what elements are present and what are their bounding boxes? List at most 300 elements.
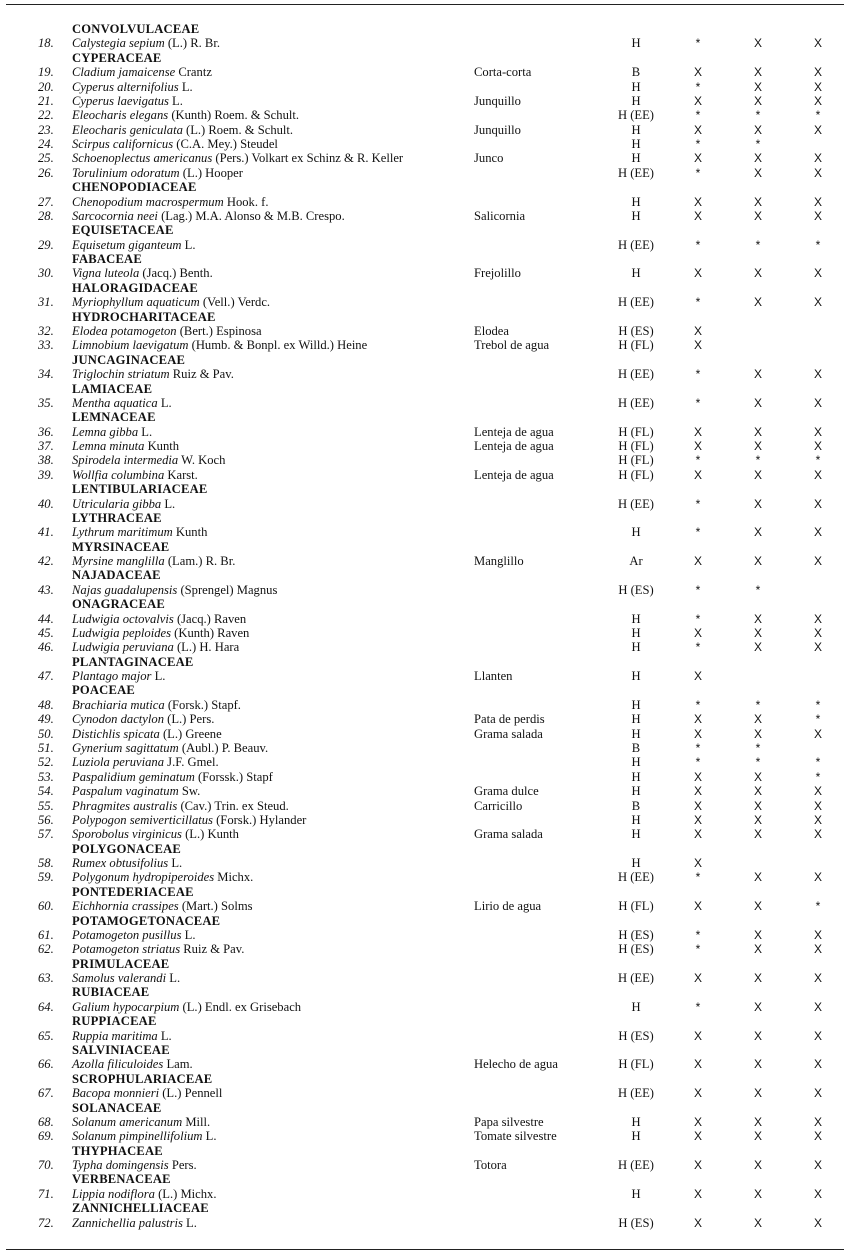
presence-mark: X	[693, 467, 703, 482]
presence-mark: X	[813, 1086, 823, 1101]
species-author: (L.) Pennell	[159, 1086, 223, 1101]
species-author: L.	[166, 971, 181, 986]
species-name	[72, 626, 249, 641]
presence-mark: X	[813, 122, 823, 137]
species-row	[0, 36, 850, 51]
species-row	[0, 669, 850, 684]
family-name: PLANTAGINACEAE	[72, 654, 194, 669]
species-binomial: Plantago major	[72, 669, 152, 684]
species-number: 34.	[38, 367, 54, 382]
presence-mark: *	[815, 697, 821, 712]
species-author: Kunth	[144, 439, 180, 454]
species-name	[72, 640, 239, 655]
species-number: 51.	[38, 741, 54, 755]
species-binomial: Luziola peruviana	[72, 755, 165, 770]
presence-mark: *	[695, 611, 701, 626]
presence-mark: X	[693, 784, 703, 799]
family-name: POACEAE	[72, 683, 135, 698]
presence-mark: X	[753, 769, 763, 784]
species-row	[0, 770, 850, 785]
species-number: 52.	[38, 755, 54, 770]
life-form: H	[631, 669, 641, 684]
species-number: 38.	[38, 453, 54, 468]
species-binomial: Limnobium laevigatum	[72, 338, 189, 353]
species-author: L.	[181, 237, 196, 252]
family-row	[0, 1043, 850, 1058]
family-name: LENTIBULARIACEAE	[72, 482, 208, 497]
life-form: H	[631, 726, 641, 741]
species-number: 27.	[38, 194, 54, 209]
species-row	[0, 1029, 850, 1044]
family-name: FABACEAE	[72, 252, 142, 267]
species-name	[72, 137, 278, 152]
species-row	[0, 583, 850, 598]
species-author: (Forssk.) Stapf	[194, 769, 273, 784]
presence-mark: X	[813, 208, 823, 223]
species-binomial: Lemna gibba	[72, 424, 139, 439]
species-name	[72, 827, 239, 842]
presence-mark: X	[753, 927, 763, 942]
species-binomial: Spirodela intermedia	[72, 453, 179, 468]
species-binomial: Eleocharis geniculata	[72, 122, 183, 137]
species-row	[0, 755, 850, 770]
species-row	[0, 971, 850, 986]
species-row	[0, 727, 850, 742]
presence-mark: *	[695, 927, 701, 942]
presence-mark: *	[695, 237, 701, 252]
species-name	[72, 166, 243, 181]
species-author: Karst.	[164, 467, 198, 482]
species-name	[72, 770, 273, 785]
family-name: POTAMOGETONACEAE	[72, 913, 221, 928]
family-row	[0, 885, 850, 900]
species-name	[72, 1115, 210, 1130]
species-name	[72, 899, 253, 914]
species-binomial: Najas guadalupensis	[72, 582, 178, 597]
species-name	[72, 698, 241, 713]
family-name: JUNCAGINACEAE	[72, 352, 186, 367]
species-row	[0, 324, 850, 339]
species-binomial: Myriophyllum aquaticum	[72, 295, 200, 310]
species-binomial: Ludwigia octovalvis	[72, 611, 174, 626]
presence-mark: X	[753, 1114, 763, 1129]
species-binomial: Gynerium sagittatum	[72, 741, 179, 755]
species-number: 64.	[38, 999, 54, 1014]
life-form: H (FL)	[618, 439, 654, 454]
presence-mark: X	[753, 1028, 763, 1043]
life-form: H	[631, 151, 641, 166]
species-binomial: Potamogeton pusillus	[72, 927, 182, 942]
species-name	[72, 1158, 197, 1173]
presence-mark: X	[753, 1186, 763, 1201]
life-form: H	[631, 1129, 641, 1144]
presence-mark: *	[695, 137, 701, 152]
species-name	[72, 942, 244, 957]
species-author: (Forsk.) Hylander	[212, 812, 307, 827]
common-name: Junco	[474, 151, 504, 166]
species-number: 48.	[38, 697, 54, 712]
species-row	[0, 453, 850, 468]
presence-mark: X	[693, 554, 703, 569]
presence-mark: X	[813, 1028, 823, 1043]
species-author: (L.) Pers.	[164, 712, 215, 727]
presence-mark: X	[813, 798, 823, 813]
species-author: (Kunth) Raven	[171, 625, 250, 640]
species-author: (Jacq.) Benth.	[139, 266, 213, 281]
species-number: 33.	[38, 338, 54, 353]
family-row	[0, 410, 850, 425]
species-number: 62.	[38, 942, 54, 957]
presence-mark: *	[695, 870, 701, 885]
species-binomial: Elodea potamogeton	[72, 323, 177, 338]
species-binomial: Potamogeton striatus	[72, 942, 181, 957]
species-binomial: Distichlis spicata	[72, 726, 160, 741]
species-author: (Humb. & Bonpl. ex Willd.) Heine	[188, 338, 368, 353]
presence-mark: X	[813, 79, 823, 94]
species-row	[0, 1057, 850, 1072]
species-name	[72, 367, 234, 382]
presence-mark: X	[693, 1215, 703, 1230]
species-number: 41.	[38, 525, 54, 540]
life-form: H	[631, 122, 641, 137]
presence-mark: X	[693, 856, 703, 871]
species-binomial: Myrsine manglilla	[72, 554, 165, 569]
species-number: 61.	[38, 927, 54, 942]
species-number: 59.	[38, 870, 54, 885]
presence-mark: X	[693, 712, 703, 727]
species-name	[72, 338, 367, 353]
species-author: L.	[151, 669, 166, 684]
family-row	[0, 1201, 850, 1216]
life-form: H (EE)	[617, 395, 655, 410]
species-number: 28.	[38, 208, 54, 223]
species-author: (L.) Hooper	[179, 165, 243, 180]
species-name	[72, 784, 200, 799]
presence-mark: X	[813, 395, 823, 410]
presence-mark: X	[753, 798, 763, 813]
presence-mark: X	[813, 93, 823, 108]
presence-mark: *	[755, 453, 761, 468]
species-author: Ruiz & Pav.	[180, 942, 245, 957]
species-row	[0, 525, 850, 540]
species-binomial: Lythrum maritimum	[72, 525, 173, 540]
presence-mark: X	[813, 467, 823, 482]
family-row	[0, 957, 850, 972]
life-form: H	[631, 208, 641, 223]
species-binomial: Cynodon dactylon	[72, 712, 164, 727]
species-row	[0, 209, 850, 224]
life-form: H	[631, 93, 641, 108]
species-author: (L.) R. Br.	[164, 36, 220, 51]
species-name	[72, 1187, 217, 1202]
species-binomial: Chenopodium macrospermum	[72, 194, 224, 209]
life-form: Ar	[629, 554, 643, 569]
presence-mark: X	[693, 769, 703, 784]
presence-mark: X	[753, 79, 763, 94]
common-name: Frejolillo	[474, 266, 521, 281]
species-number: 22.	[38, 108, 54, 123]
presence-mark: X	[813, 726, 823, 741]
presence-mark: *	[815, 712, 821, 727]
presence-mark: X	[753, 1057, 763, 1072]
common-name: Lenteja de agua	[474, 424, 554, 439]
family-row	[0, 511, 850, 526]
species-binomial: Lemna minuta	[72, 439, 145, 454]
presence-mark: *	[755, 137, 761, 152]
family-row	[0, 51, 850, 66]
family-name: LYTHRACEAE	[72, 510, 162, 525]
life-form: H (EE)	[617, 1158, 655, 1173]
species-binomial: Ruppia maritima	[72, 1028, 158, 1043]
species-author: (Lam.) R. Br.	[164, 554, 236, 569]
species-author: (Pers.) Volkart ex Schinz & R. Keller	[212, 151, 404, 166]
life-form: H (EE)	[617, 108, 655, 123]
presence-mark: *	[815, 453, 821, 468]
life-form: H	[631, 812, 641, 827]
species-name	[72, 80, 193, 95]
presence-mark: *	[695, 79, 701, 94]
presence-mark: *	[755, 755, 761, 770]
species-binomial: Paspalidium geminatum	[72, 769, 195, 784]
family-row	[0, 22, 850, 37]
life-form: H (EE)	[617, 367, 655, 382]
species-row	[0, 166, 850, 181]
species-author: (L.) Endl. ex Grisebach	[179, 999, 302, 1014]
presence-mark: X	[693, 812, 703, 827]
common-name: Grama salada	[474, 827, 543, 842]
life-form: H	[631, 1186, 641, 1201]
species-author: L.	[161, 496, 176, 511]
common-name: Lenteja de agua	[474, 439, 554, 454]
species-author: (Sprengel) Magnus	[177, 582, 278, 597]
presence-mark: X	[693, 1114, 703, 1129]
species-row	[0, 338, 850, 353]
presence-mark: X	[693, 151, 703, 166]
life-form: H (ES)	[618, 1215, 654, 1230]
life-form: H (EE)	[617, 971, 655, 986]
species-row	[0, 238, 850, 253]
species-name	[72, 1129, 216, 1144]
species-binomial: Cladium jamaicense	[72, 65, 176, 80]
life-form: H (FL)	[618, 338, 654, 353]
species-name	[72, 554, 235, 569]
species-name	[72, 497, 175, 512]
species-name	[72, 324, 262, 339]
species-binomial: Eleocharis elegans	[72, 108, 169, 123]
family-row	[0, 1144, 850, 1159]
species-number: 43.	[38, 582, 54, 597]
life-form: H (EE)	[617, 165, 655, 180]
species-row	[0, 612, 850, 627]
species-number: 32.	[38, 323, 54, 338]
family-name: SALVINIACEAE	[72, 1042, 170, 1057]
family-name: HALORAGIDACEAE	[72, 280, 198, 295]
species-author: (L.) Roem. & Schult.	[182, 122, 294, 137]
species-name	[72, 741, 268, 756]
species-name	[72, 1000, 301, 1015]
presence-mark: X	[813, 36, 823, 51]
species-author: L.	[181, 927, 196, 942]
presence-mark: X	[753, 395, 763, 410]
presence-mark: X	[753, 625, 763, 640]
family-name: VERBENACEAE	[72, 1172, 171, 1187]
species-row	[0, 1129, 850, 1144]
presence-mark: X	[813, 367, 823, 382]
presence-mark: X	[753, 122, 763, 137]
species-number: 44.	[38, 611, 54, 626]
species-binomial: Triglochin striatum	[72, 367, 170, 382]
presence-mark: X	[753, 554, 763, 569]
family-row	[0, 842, 850, 857]
family-row	[0, 1014, 850, 1029]
presence-mark: X	[813, 640, 823, 655]
presence-mark: *	[815, 108, 821, 123]
species-name	[72, 266, 213, 281]
life-form: H (FL)	[618, 1057, 654, 1072]
species-row	[0, 497, 850, 512]
family-name: HYDROCHARITACEAE	[72, 309, 216, 324]
family-row	[0, 252, 850, 267]
species-author: L.	[157, 1028, 172, 1043]
family-row	[0, 568, 850, 583]
species-author: L.	[182, 1215, 197, 1230]
presence-mark: X	[813, 424, 823, 439]
species-binomial: Vigna luteola	[72, 266, 140, 281]
species-number: 25.	[38, 151, 54, 166]
species-row	[0, 698, 850, 713]
life-form: H (EE)	[617, 1086, 655, 1101]
species-row	[0, 741, 850, 756]
species-author: Kunth	[172, 525, 208, 540]
family-name: CHENOPODIACEAE	[72, 180, 197, 195]
presence-mark: X	[753, 525, 763, 540]
species-number: 50.	[38, 726, 54, 741]
life-form: H (FL)	[618, 453, 654, 468]
family-name: POLYGONACEAE	[72, 841, 181, 856]
presence-mark: X	[813, 1186, 823, 1201]
family-name: PRIMULACEAE	[72, 956, 170, 971]
presence-mark: X	[693, 1086, 703, 1101]
species-row	[0, 942, 850, 957]
presence-mark: X	[813, 165, 823, 180]
family-row	[0, 223, 850, 238]
species-number: 42.	[38, 554, 54, 569]
common-name: Elodea	[474, 323, 509, 338]
species-number: 53.	[38, 769, 54, 784]
presence-mark: X	[813, 194, 823, 209]
species-author: Michx.	[214, 870, 254, 885]
species-author: (Jacq.) Raven	[173, 611, 247, 626]
life-form: H	[631, 194, 641, 209]
species-row	[0, 712, 850, 727]
species-number: 49.	[38, 712, 54, 727]
presence-mark: *	[815, 769, 821, 784]
family-name: SCROPHULARIACEAE	[72, 1071, 213, 1086]
presence-mark: X	[693, 971, 703, 986]
species-binomial: Paspalum vaginatum	[72, 784, 179, 799]
presence-mark: X	[753, 151, 763, 166]
species-author: L.	[168, 856, 183, 871]
common-name: Llanten	[474, 669, 513, 684]
presence-mark: *	[755, 697, 761, 712]
presence-mark: X	[813, 942, 823, 957]
presence-mark: X	[813, 295, 823, 310]
family-name: ZANNICHELLIACEAE	[72, 1201, 209, 1216]
species-author: L.	[168, 93, 183, 108]
species-number: 19.	[38, 65, 54, 80]
species-binomial: Rumex obtusifolius	[72, 856, 169, 871]
family-name: PONTEDERIACEAE	[72, 884, 194, 899]
species-row	[0, 295, 850, 310]
life-form: H	[631, 712, 641, 727]
species-author: (Aubl.) P. Beauv.	[178, 741, 269, 755]
species-number: 29.	[38, 237, 54, 252]
presence-mark: *	[695, 36, 701, 51]
species-number: 54.	[38, 784, 54, 799]
presence-mark: X	[753, 208, 763, 223]
common-name: Grama dulce	[474, 784, 539, 799]
presence-mark: X	[753, 439, 763, 454]
presence-mark: X	[753, 999, 763, 1014]
species-author: (L.) Greene	[159, 726, 222, 741]
species-binomial: Lippia nodiflora	[72, 1186, 155, 1201]
presence-mark: X	[753, 812, 763, 827]
family-name: CONVOLVULACEAE	[72, 22, 200, 36]
common-name: Corta-corta	[474, 65, 532, 80]
presence-mark: X	[813, 1129, 823, 1144]
species-author: L.	[157, 395, 172, 410]
species-binomial: Azolla filiculoides	[72, 1057, 164, 1072]
presence-mark: *	[755, 237, 761, 252]
life-form: H	[631, 1114, 641, 1129]
species-name	[72, 65, 212, 80]
species-number: 40.	[38, 496, 54, 511]
species-number: 55.	[38, 798, 54, 813]
species-number: 24.	[38, 137, 54, 152]
family-row	[0, 540, 850, 555]
presence-mark: X	[813, 870, 823, 885]
common-name: Grama salada	[474, 726, 543, 741]
species-number: 56.	[38, 812, 54, 827]
species-number: 45.	[38, 625, 54, 640]
species-name	[72, 108, 299, 123]
life-form: H (EE)	[617, 295, 655, 310]
presence-mark: X	[753, 942, 763, 957]
species-binomial: Polypogon semiverticillatus	[72, 812, 213, 827]
presence-mark: X	[813, 1215, 823, 1230]
family-name: LEMNACEAE	[72, 410, 156, 425]
presence-mark: X	[813, 827, 823, 842]
presence-mark: X	[813, 812, 823, 827]
life-form: H	[631, 525, 641, 540]
presence-mark: X	[753, 65, 763, 80]
presence-mark: X	[813, 439, 823, 454]
species-number: 47.	[38, 669, 54, 684]
common-name: Trebol de agua	[474, 338, 550, 353]
presence-mark: X	[753, 784, 763, 799]
species-row	[0, 94, 850, 109]
presence-mark: X	[813, 611, 823, 626]
life-form: H	[631, 697, 641, 712]
family-name: SOLANACEAE	[72, 1100, 162, 1115]
life-form: H (ES)	[618, 927, 654, 942]
presence-mark: X	[693, 93, 703, 108]
species-author: J.F. Gmel.	[164, 755, 219, 770]
presence-mark: X	[693, 122, 703, 137]
presence-mark: *	[695, 942, 701, 957]
species-author: Crantz	[175, 65, 212, 80]
species-number: 35.	[38, 395, 54, 410]
